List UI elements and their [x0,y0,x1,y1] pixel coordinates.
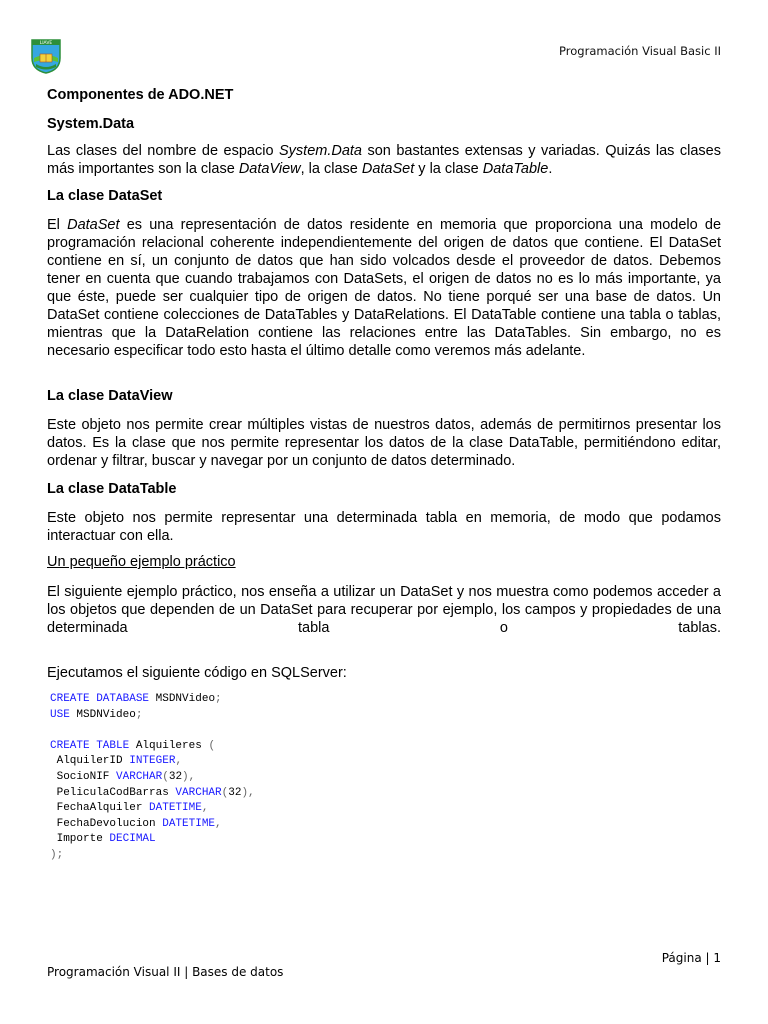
section-title: Componentes de ADO.NET [47,87,234,103]
svg-text:LIAVE: LIAVE [39,41,53,47]
institution-logo [30,38,62,74]
heading-dataset: La clase DataSet [47,188,163,204]
paragraph-dataview: Este objeto nos permite crear múltiples vistas de nuestros datos, además de permitirnos presentar los datos. Es la clase que nos permite representar los datos de la clase DataTable, permitiéndono editar, ordenar y filtrar, buscar y navegar por un conjunto de datos determinado. [47,417,721,469]
paragraph-system-data: Las clases del nombre de espacio System.Data son bastantes extensas y variadas. Quizás las clases más importantes son la clase DataView, la clase DataSet y la clase DataTable. [47,143,721,177]
heading-example: Un pequeño ejemplo práctico [47,554,236,570]
sql-code-block: CREATE DATABASE MSDNVideo; USE MSDNVideo; CREATE TABLE Alquileres ( AlquilerID INTEGER, SocioNIF VARCHAR(32), PeliculaCodBarras VARCHAR(32), FechaAlquiler DATETIME, FechaDevolucion DATETIME, Importe DECIMAL ); [50,693,255,861]
paragraph-dataset: El DataSet es una representación de datos residente en memoria que proporciona una modelo de programación relacional coherente independientemente del origen de datos que contiene. El DataSet contiene en sí, un conjunto de datos que han sido volcados desde el proveedor de datos. Debemos tener en cuenta que cuando trabajamos con DataSets, el origen de datos no es lo más importante, ya que éste, puede ser cualquier tipo de origen de datos. No tiene porqué ser una base de datos. Un DataSet contiene colecciones de DataTables y DataRelations. El DataTable contiene una tabla o tablas, mientras que la DataRelation contiene las relaciones entre las DataTables. Sin embargo, no es necesario especificar todo esto hasta el último detalle como veremos más adelante. [47,217,722,359]
paragraph-datatable: Este objeto nos permite representar una determinada tabla en memoria, de modo que podamos interactuar con ella. [47,510,721,544]
page-number: Página | 1 [661,951,721,965]
paragraph-code-intro: Ejecutamos el siguiente código en SQLServer: [47,665,347,681]
heading-system-data: System.Data [47,116,135,132]
heading-datatable: La clase DataTable [47,481,177,497]
running-header-title: Programación Visual Basic II [559,44,721,58]
heading-dataview: La clase DataView [47,388,173,404]
paragraph-example: El siguiente ejemplo práctico, nos enseña a utilizar un DataSet y nos muestra como podemos acceder a los objetos que dependen de un DataSet para recuperar por ejemplo, los campos y propiedades de una determinada tabla o tablas. [47,584,721,636]
footer-text: Programación Visual II | Bases de datos [47,965,284,979]
